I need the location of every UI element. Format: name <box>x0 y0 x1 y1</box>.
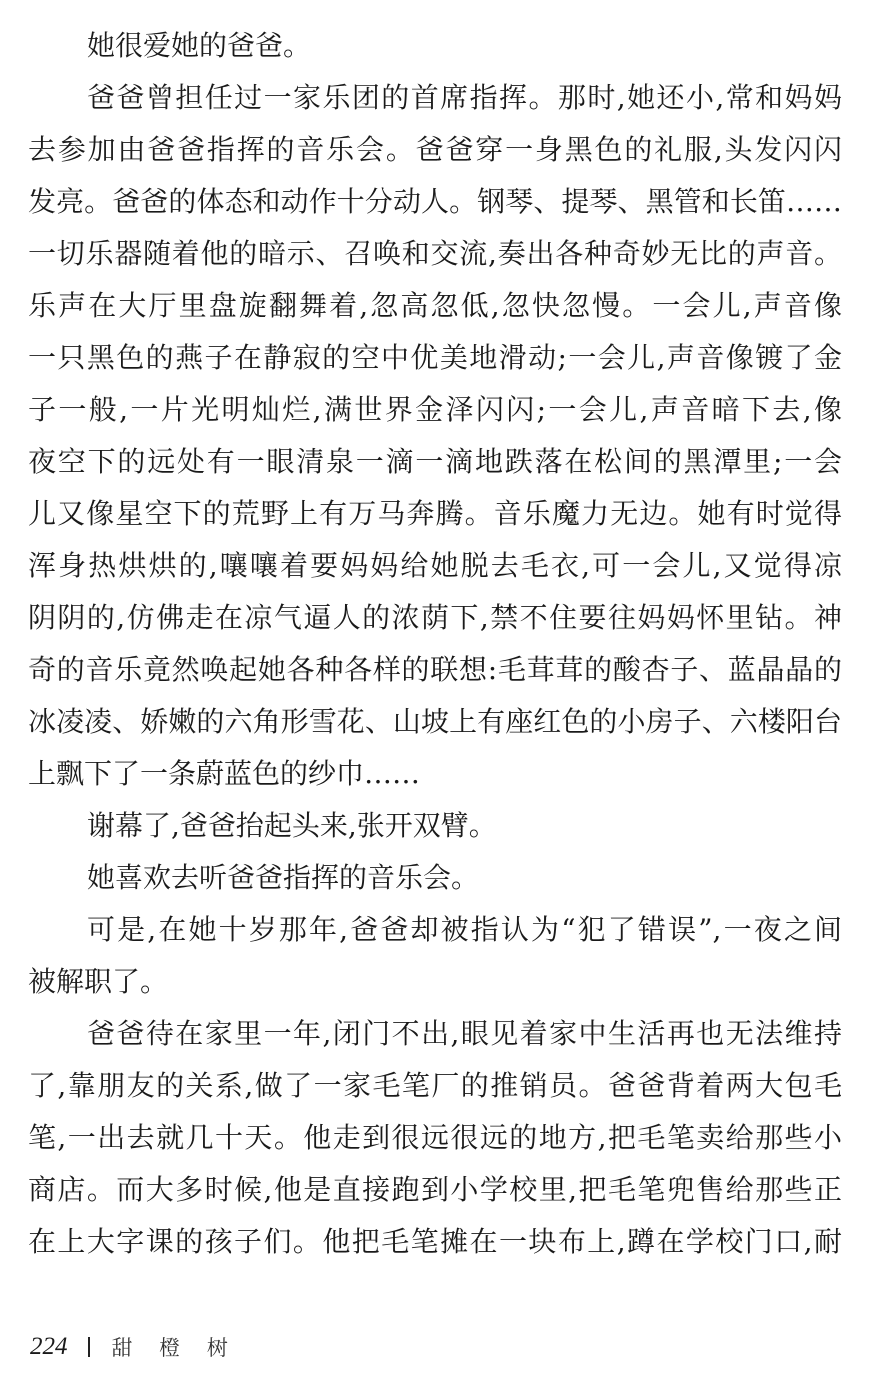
text-line: 爸爸待在家里一年,闭门不出,眼见着家中生活再也无法维持 <box>87 1017 842 1050</box>
page-footer <box>30 1332 238 1362</box>
page-number: 224 <box>30 1333 68 1360</box>
text-line: 商店。而大多时候,他是直接跑到小学校里,把毛笔兜售给那些正 <box>28 1173 842 1206</box>
text-line: 子一般,一片光明灿烂,满世界金泽闪闪;一会儿,声音暗下去,像 <box>28 393 842 426</box>
text-line: 夜空下的远处有一眼清泉一滴一滴地跌落在松间的黑潭里;一会 <box>28 445 842 478</box>
text-line: 上飘下了一条蔚蓝色的纱巾…… <box>28 757 421 790</box>
footer-divider <box>88 1337 90 1357</box>
text-line: 一只黑色的燕子在静寂的空中优美地滑动;一会儿,声音像镀了金 <box>28 341 842 374</box>
text-line: 一切乐器随着他的暗示、召唤和交流,奏出各种奇妙无比的声音。 <box>28 237 842 270</box>
book-title: 甜 橙 树 <box>111 1336 238 1360</box>
body-text <box>28 20 842 1268</box>
text-line: 乐声在大厅里盘旋翻舞着,忽高忽低,忽快忽慢。一会儿,声音像 <box>28 289 842 322</box>
text-line: 爸爸曾担任过一家乐团的首席指挥。那时,她还小,常和妈妈 <box>87 81 842 114</box>
text-line: 可是,在她十岁那年,爸爸却被指认为“犯了错误”,一夜之间 <box>87 913 842 946</box>
text-line: 被解职了。 <box>28 965 169 998</box>
text-line: 浑身热烘烘的,嚷嚷着要妈妈给她脱去毛衣,可一会儿,又觉得凉 <box>28 549 842 582</box>
text-line: 发亮。爸爸的体态和动作十分动人。钢琴、提琴、黑管和长笛…… <box>28 185 842 218</box>
text-line: 了,靠朋友的关系,做了一家毛笔厂的推销员。爸爸背着两大包毛 <box>28 1069 842 1102</box>
text-line: 去参加由爸爸指挥的音乐会。爸爸穿一身黑色的礼服,头发闪闪 <box>28 133 842 166</box>
text-line: 笔,一出去就几十天。他走到很远很远的地方,把毛笔卖给那些小 <box>28 1121 842 1154</box>
text-line: 奇的音乐竟然唤起她各种各样的联想:毛茸茸的酸杏子、蓝晶晶的 <box>28 653 842 686</box>
text-line: 儿又像星空下的荒野上有万马奔腾。音乐魔力无边。她有时觉得 <box>28 497 842 530</box>
text-line: 她很爱她的爸爸。 <box>87 29 312 62</box>
text-line: 谢幕了,爸爸抬起头来,张开双臂。 <box>87 809 497 842</box>
text-line: 在上大字课的孩子们。他把毛笔摊在一块布上,蹲在学校门口,耐 <box>28 1225 842 1258</box>
text-line: 她喜欢去听爸爸指挥的音乐会。 <box>87 861 480 894</box>
text-line: 阴阴的,仿佛走在凉气逼人的浓荫下,禁不住要往妈妈怀里钻。神 <box>28 601 842 634</box>
text-line: 冰凌凌、娇嫩的六角形雪花、山坡上有座红色的小房子、六楼阳台 <box>28 705 842 738</box>
